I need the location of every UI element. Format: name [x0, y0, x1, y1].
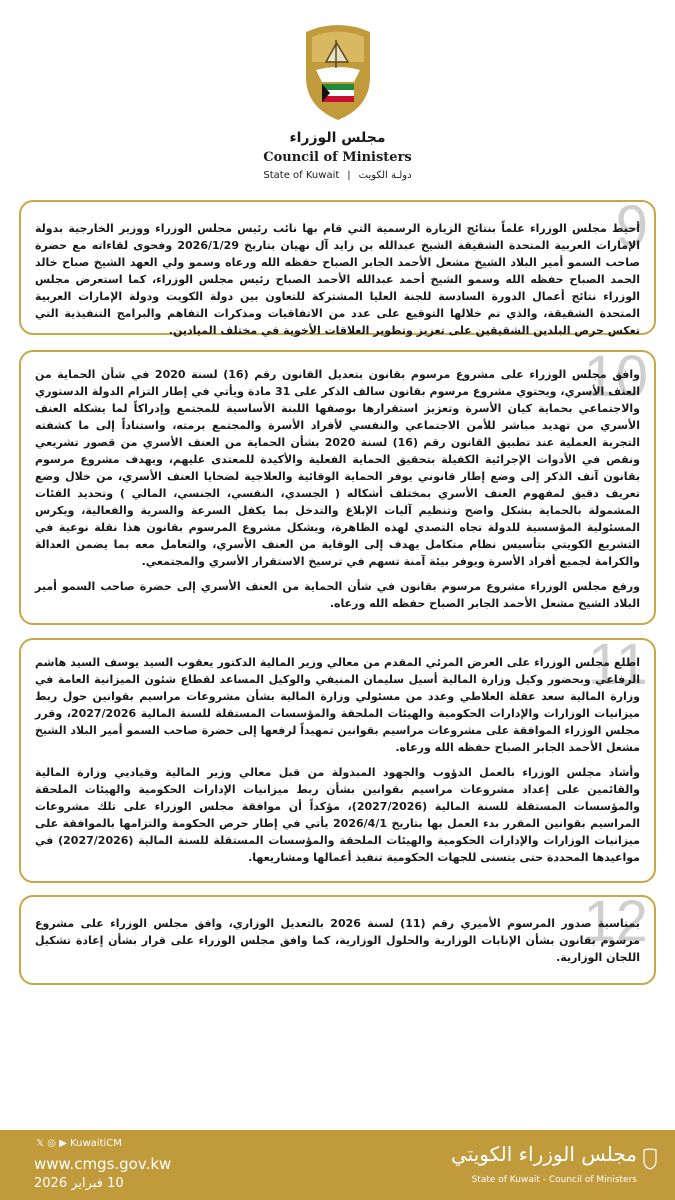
item-text — [35, 220, 640, 347]
instagram-icon[interactable]: ◎ — [47, 1138, 56, 1149]
footer-emblem-icon — [643, 1148, 657, 1170]
item-card-9 — [19, 194, 656, 337]
item-text — [35, 366, 640, 620]
state-separator: | — [347, 170, 351, 181]
item-number: 9 — [615, 194, 648, 259]
website-link[interactable]: www.cmgs.gov.kw — [34, 1155, 172, 1173]
item-card-10 — [19, 344, 656, 625]
kuwait-emblem-icon — [298, 22, 378, 122]
footer-arabic-name: مجلس الوزراء الكويتي — [450, 1142, 637, 1166]
item-card-12 — [19, 889, 656, 985]
header-state-line — [0, 170, 675, 181]
footer-english-name: State of Kuwait - Council of Ministers — [471, 1175, 637, 1185]
header-arabic-title: مجلس الوزراء — [289, 130, 386, 146]
item-number: 12 — [583, 889, 648, 954]
item-card-11 — [19, 632, 656, 883]
item-paragraph: اطلع مجلس الوزراء على العرض المرئي المقدم من معالي وزير المالية الدكتور يعقوب السيد يوسف السيد هاشم الرفاعي وبحضور وكيل وزارة المالية أسيل سليمان المنيفي والوكيل المساعد لقطاع شئون الميزانية العامة في وزارة المالية سعد عقلة العلاطي وعدد من مسئولي وزارة المالية بشأن مشروعات مراسيم بقوانين حول ربط ميزانيات الوزارات والإدارات الحكومية والهيئات الملحقة والمؤسسات المستقلة للسنة المالية 2027/2026، وقرر مجلس الوزراء الموافقة على مشروعات مراسيم بقوانين تمهيداً لرفعها إلى حضرة صاحب السمو أمير البلاد الشيخ مشعل الأحمد الجابر الصباح حفظه الله ورعاه. — [35, 656, 640, 754]
item-paragraph: وأشاد مجلس الوزراء بالعمل الدؤوب والجهود المبذولة من قبل معالي وزير المالية وقياديي وزارة المالية والقائمين على إعداد مشروعات مراسيم بقوانين بشأن ربط ميزانيات الإدارات الحكومية والهيئات الملحقة والمؤسسات المستقلة للسنة المالية (2027/2026)، مؤكداً أن موافقة مجلس الوزراء على تلك مشروعات المراسيم بقوانين المقرر بدء العمل بها بتاريخ 2026/4/1 يأتي في إطار حرص الحكومة والتزامها بالموافقة على ميزانيات الوزارات والإدارات الحكومية والهيئات الملحقة والمؤسسات المستقلة للسنة المالية (2027/2026) في مواعيدها المحددة حتى يتسنى للجهات الحكومية تنفيذ أعمالها ومشاريعها. — [35, 766, 641, 864]
item-text — [35, 654, 640, 874]
publish-date: 10 فبراير 2026 — [34, 1176, 124, 1191]
header — [0, 0, 675, 190]
header-english-title: Council of Ministers — [263, 150, 412, 165]
state-arabic: دولـة الكويت — [358, 170, 412, 181]
item-paragraph: أحيط مجلس الوزراء علماً بنتائج الزيارة الرسمية التي قام بها نائب رئيس مجلس الوزراء ووزير الخارجية بدولة الإمارات العربية المتحدة الشقيقة الشيخ عبدالله بن زايد آل نهيان بتاريخ 2026/1/29 وفحوى لقاءاته مع حضرة صاحب السمو أمير البلاد الشيخ مشعل الأحمد الجابر الصباح حفظه الله ورعاه وسمو ولي العهد الشيخ صباح خالد الحمد الصباح حفظه الله وسمو الشيخ أحمد عبدالله الأحمد الصباح رئيس مجلس الوزراء، كما استعرض مجلس الوزراء نتائج أعمال الدورة السادسة للجنة العليا المشتركة للتعاون بين دولة الكويت ودولة الإمارات العربية المتحدة الشقيقة، والذي تم خلالها التوقيع على عدد من الاتفاقيات ومذكرات التفاهم والبرامج التنفيذية التي تعكس حرص البلدين الشقيقين على تعزيز وتطوير العلاقات الأخوية في مختلف الميادين. — [35, 222, 640, 337]
item-paragraph: وافق مجلس الوزراء على مشروع مرسوم بقانون بتعديل القانون رقم (16) لسنة 2020 في شأن الحماية من العنف الأسري، ويحتوي مشروع مرسوم بقانون سالف الذكر على 31 مادة ويأتي في إطار التزام الدولة الدستوري والاجتماعي بحماية كيان الأسرة وتعزيز استقرارها بوصفها اللبنة الأساسية للمجتمع وإدراكاً لما يشكله العنف الأسري من تهديد مباشر للأمن الاجتماعي والنفسي لأفراد الأسرة والمجتمع برمته، واستناداً إلى ما كشفته التجربة العملية عند تطبيق القانون رقم (16) لسنة 2020 بشأن الحماية من العنف الأسري من قصور تشريعي ونقص في الأدوات الإجرائية الكفيلة بتحقيق الحماية الفعلية والأكيدة للمعتدى عليهم، ويهدف مشروع مرسوم بقانون آنف الذكر إلى وضع إطار قانوني يوفر الحماية الوقائية والعلاجية لضحايا العنف الأسري، من خلال وضع تعريف دقيق لمفهوم العنف الأسري بمختلف أشكاله ( الجسدي، النفسي، الجنسي، المالي ) وتحديد الفئات المشمولة بالحماية بشكل واضح وتنظيم آليات الإبلاغ والتدخل بما يكفل السرعة والسرية والفعالية، ويكرس المسئولية المؤسسية للدولة تجاه التصدي لهذه الظاهرة، ويشكل مشروع المرسوم بقانون هذا نقلة نوعية في التشريع الكويتي بتأسيس نظام متكامل يهدف إلى الوقاية من العنف الأسري، والتعامل معه بما يضمن العدالة والكرامة لجميع أفراد الأسرة ويوفر بيئة آمنة تسهم في ترسيخ الاستقرار الأسري والمجتمعي. — [35, 368, 641, 568]
state-english: State of Kuwait — [263, 170, 340, 181]
footer-bar — [0, 1130, 675, 1200]
social-handles — [36, 1138, 122, 1149]
item-paragraph: ورفع مجلس الوزراء مشروع مرسوم بقانون في شأن الحماية من العنف الأسري إلى حضرة صاحب السمو أمير البلاد الشيخ مشعل الأحمد الجابر الصباح حفظه الله ورعاه. — [35, 580, 640, 610]
x-icon[interactable]: 𝕏 — [36, 1138, 45, 1149]
youtube-icon[interactable]: ▶ — [59, 1138, 67, 1149]
item-text — [35, 915, 640, 974]
item-paragraph: بمناسبة صدور المرسوم الأميري رقم (11) لسنة 2026 بالتعديل الوزاري، وافق مجلس الوزراء على مشروع مرسوم بقانون بشأن الإنابات الوزارية والحلول الوزارية، كما وافق مجلس الوزراء على قرار بشأن إعادة تشكيل اللجان الوزارية. — [35, 917, 640, 964]
item-number: 10 — [583, 344, 648, 409]
item-number: 11 — [587, 632, 648, 697]
social-handle[interactable]: KuwaitiCM — [70, 1138, 122, 1149]
